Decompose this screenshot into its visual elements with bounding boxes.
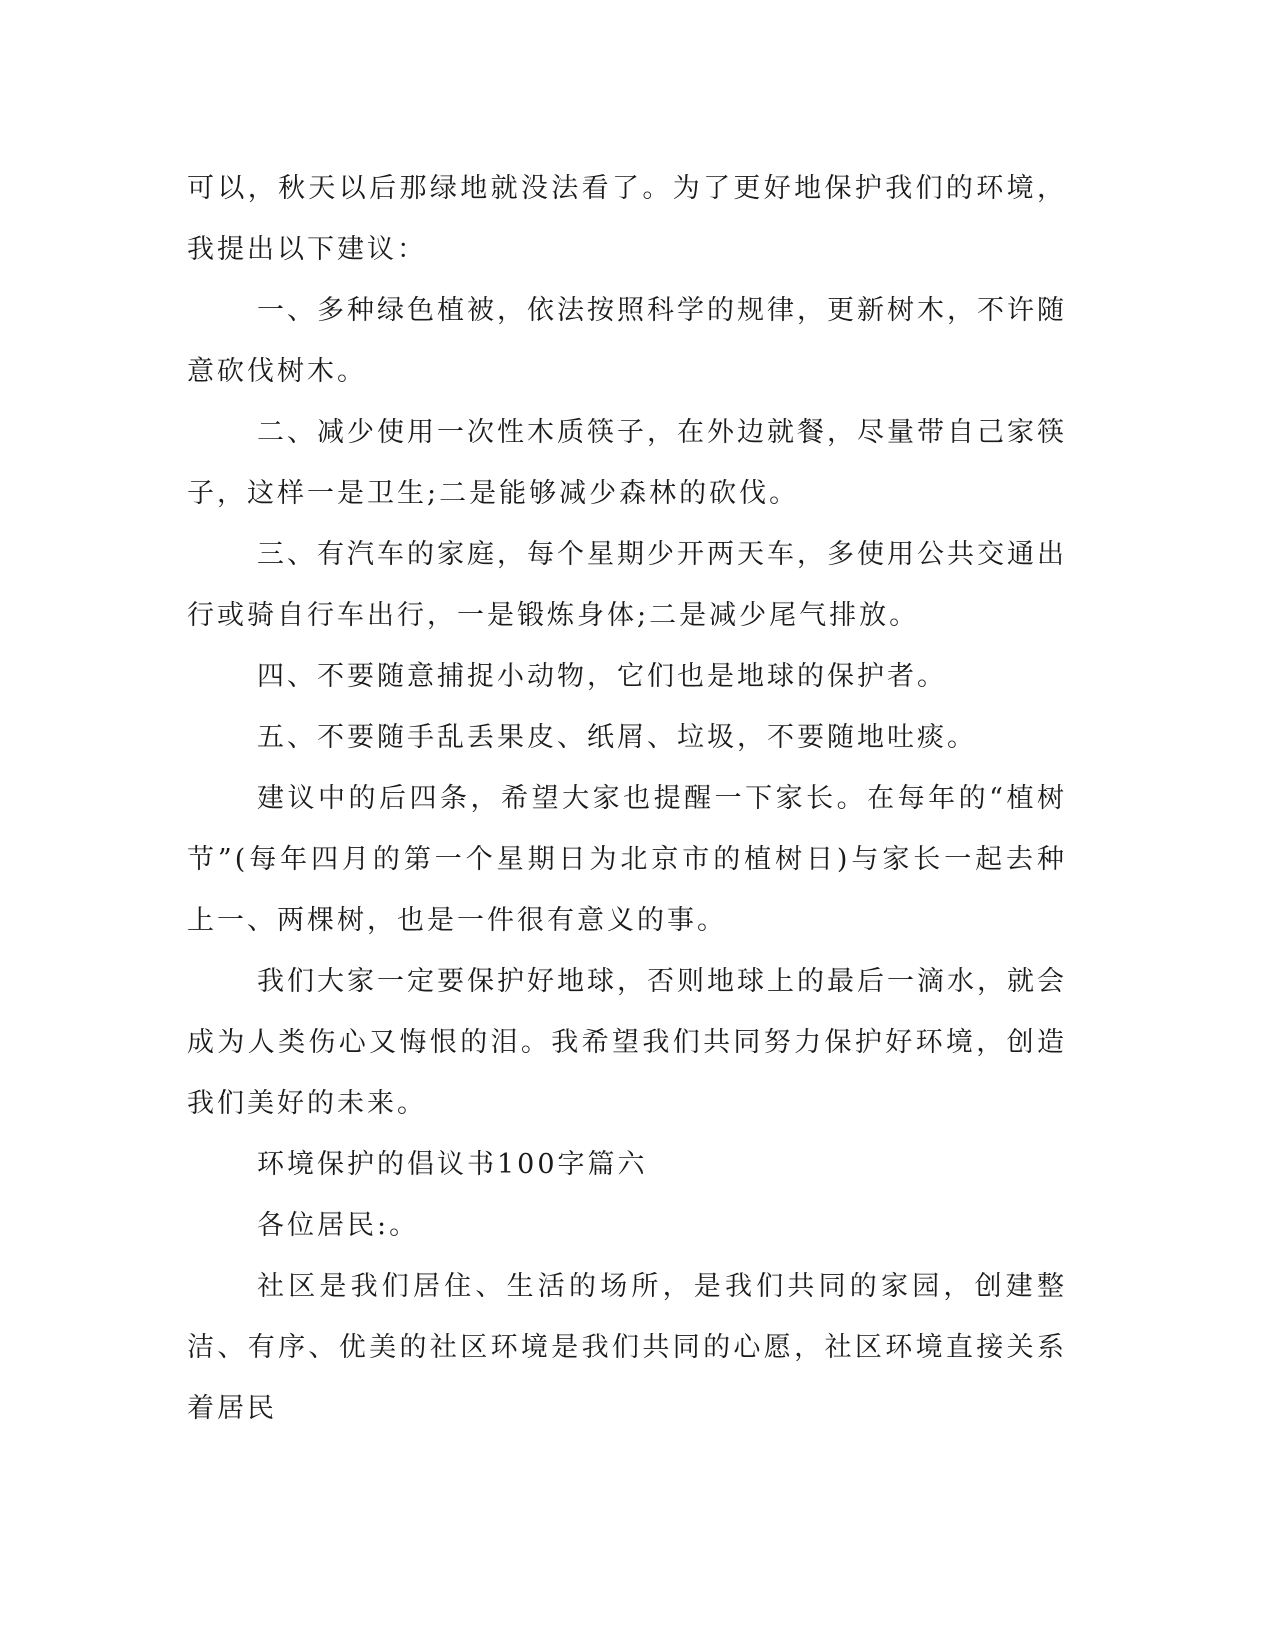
paragraph-suggestion-1: 一、多种绿色植被，依法按照科学的规律，更新树木，不许随意砍伐树木。	[187, 295, 1067, 387]
paragraph-suggestion-4: 四、不要随意捕捉小动物，它们也是地球的保护者。	[257, 661, 947, 692]
section-heading: 环境保护的倡议书100字篇六	[257, 1149, 648, 1180]
body-text	[187, 158, 1067, 1439]
paragraph-tree-day: 建议中的后四条，希望大家也提醒一下家长。在每年的“植树节”(每年四月的第一个星期日为北京市的植树日)与家长一起去种上一、两棵树，也是一件很有意义的事。	[187, 783, 1067, 936]
paragraph-continuation: 可以，秋天以后那绿地就没法看了。为了更好地保护我们的环境，我提出以下建议：	[187, 173, 1067, 265]
paragraph-community: 社区是我们居住、生活的场所，是我们共同的家园，创建整洁、有序、优美的社区环境是我们共同的心愿，社区环境直接关系着居民	[187, 1271, 1067, 1424]
paragraph-suggestion-5: 五、不要随手乱丢果皮、纸屑、垃圾，不要随地吐痰。	[257, 722, 977, 753]
paragraph-conclusion: 我们大家一定要保护好地球，否则地球上的最后一滴水，就会成为人类伤心又悔恨的泪。我希望我们共同努力保护好环境，创造我们美好的未来。	[187, 966, 1067, 1119]
salutation: 各位居民:。	[257, 1210, 420, 1241]
paragraph-suggestion-2: 二、减少使用一次性木质筷子，在外边就餐，尽量带自己家筷子，这样一是卫生;二是能够减少森林的砍伐。	[187, 417, 1067, 509]
paragraph-suggestion-3: 三、有汽车的家庭，每个星期少开两天车，多使用公共交通出行或骑自行车出行，一是锻炼身体;二是减少尾气排放。	[187, 539, 1067, 631]
